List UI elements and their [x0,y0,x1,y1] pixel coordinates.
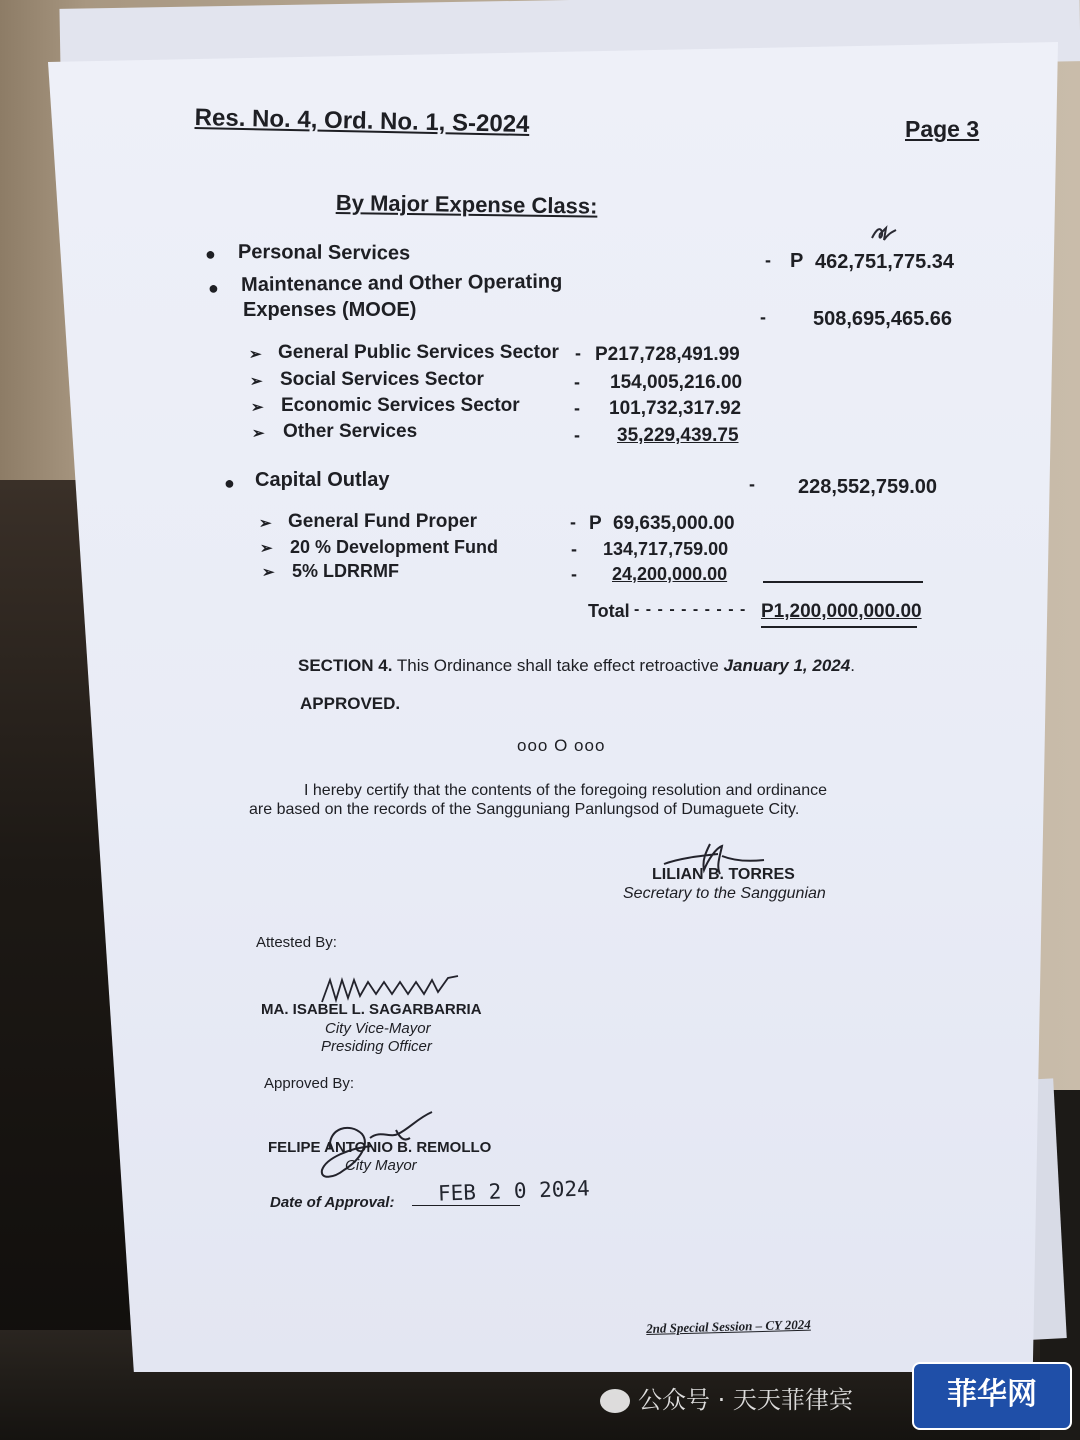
arrow-bullet-icon: ➢ [259,515,272,532]
personal-services-amount: 462,751,775.34 [815,251,955,273]
section4-paragraph [298,656,855,676]
session-footer: 2nd Special Session – CY 2024 [646,1316,811,1336]
mooe-sub-amount: 35,229,439.75 [617,425,739,446]
wechat-icon [600,1389,630,1413]
mooe-sub-amount: 154,005,216.00 [610,372,743,393]
date-of-approval-label: Date of Approval: [270,1194,395,1211]
capital-sub-amount: 69,635,000.00 [613,513,735,534]
arrow-bullet-icon: ➢ [252,425,265,442]
bullet-icon: ● [224,473,235,493]
certify-line2: are based on the records of the Sangguniang Panlungsod of Dumaguete City. [249,801,800,818]
dash: - [570,512,576,532]
capital-outlay-label: Capital Outlay [255,469,390,491]
document-page [48,42,1058,1372]
attested-label: Attested By: [256,934,337,951]
document-reference: Res. No. 4, Ord. No. 1, S-2024 [194,104,530,139]
mooe-sub-label: Other Services [283,421,418,442]
presiding-officer-title: Presiding Officer [321,1038,432,1055]
dash: - [574,372,580,392]
section-divider: ooo O ooo [517,736,606,755]
arrow-bullet-icon: ➢ [262,564,275,581]
arrow-bullet-icon: ➢ [250,373,263,390]
dash: - [574,398,580,418]
capital-outlay-amount: 228,552,759.00 [798,476,938,498]
arrow-bullet-icon: ➢ [249,346,262,363]
dash: - [765,250,771,270]
capital-sub-label: General Fund Proper [288,511,477,532]
total-label: Total [588,601,630,621]
section-title: By Major Expense Class: [335,190,598,219]
arrow-bullet-icon: ➢ [260,540,273,557]
dash: - [574,425,580,445]
dash: - [571,539,577,559]
section4-text: This Ordinance shall take effect retroactive [396,656,719,675]
capital-sub-prefix: P [589,513,602,534]
vice-mayor-name: MA. ISABEL L. SAGARBARRIA [261,1001,482,1018]
mooe-sub-label: General Public Services Sector [278,342,559,363]
vice-mayor-title: City Vice-Mayor [325,1020,431,1037]
initial-mark [868,222,900,248]
capital-sub-amount: 24,200,000.00 [612,564,728,584]
site-logo: 菲华网 [912,1362,1072,1430]
dash: - [760,307,766,327]
page-number: Page 3 [905,116,980,142]
capital-sub-label: 20 % Development Fund [290,537,499,557]
total-double-rule [761,626,917,628]
personal-services-prefix: P [790,250,804,272]
total-amount: P1,200,000,000.00 [761,601,922,622]
capital-sub-amount: 134,717,759.00 [603,539,729,559]
approved-by-label: Approved By: [264,1075,355,1092]
section4-end: . [850,656,855,675]
personal-services-label: Personal Services [237,241,411,265]
approved-label: APPROVED. [300,694,401,713]
mooe-sub-label: Economic Services Sector [281,395,520,416]
secretary-title: Secretary to the Sanggunian [623,885,826,902]
certify-line1: I hereby certify that the contents of the foregoing resolution and ordinance [304,782,827,799]
date-line [412,1205,520,1206]
approval-date-stamp: FEB 2 0 2024 [437,1176,591,1206]
bullet-icon: ● [208,278,219,298]
mooe-label-line2: Expenses (MOOE) [243,299,417,321]
dash: - [571,564,577,584]
watermark-text [600,1380,853,1415]
mooe-amount: 508,695,465.66 [813,308,953,330]
dash: - [749,474,755,494]
arrow-bullet-icon: ➢ [251,399,264,416]
dash: - [575,343,581,363]
mayor-title: City Mayor [345,1157,417,1174]
capital-sub-label: 5% LDRRMF [292,561,399,581]
subtotal-rule [763,581,923,583]
total-dashes: - - - - - - - - - - [634,601,747,618]
bullet-icon: ● [205,244,216,264]
mooe-sub-amount: P217,728,491.99 [595,344,740,365]
mooe-sub-amount: 101,732,317.92 [609,398,742,419]
section4-date: January 1, 2024 [723,656,851,675]
secretary-name: LILIAN B. TORRES [652,866,795,883]
mooe-sub-label: Social Services Sector [280,369,484,390]
watermark-label: 公众号 · 天天菲律宾 [638,1386,853,1414]
section4-lead: SECTION 4. [298,656,393,675]
mooe-label-line1: Maintenance and Other Operating [241,270,563,296]
mayor-name: FELIPE ANTONIO B. REMOLLO [268,1139,492,1156]
